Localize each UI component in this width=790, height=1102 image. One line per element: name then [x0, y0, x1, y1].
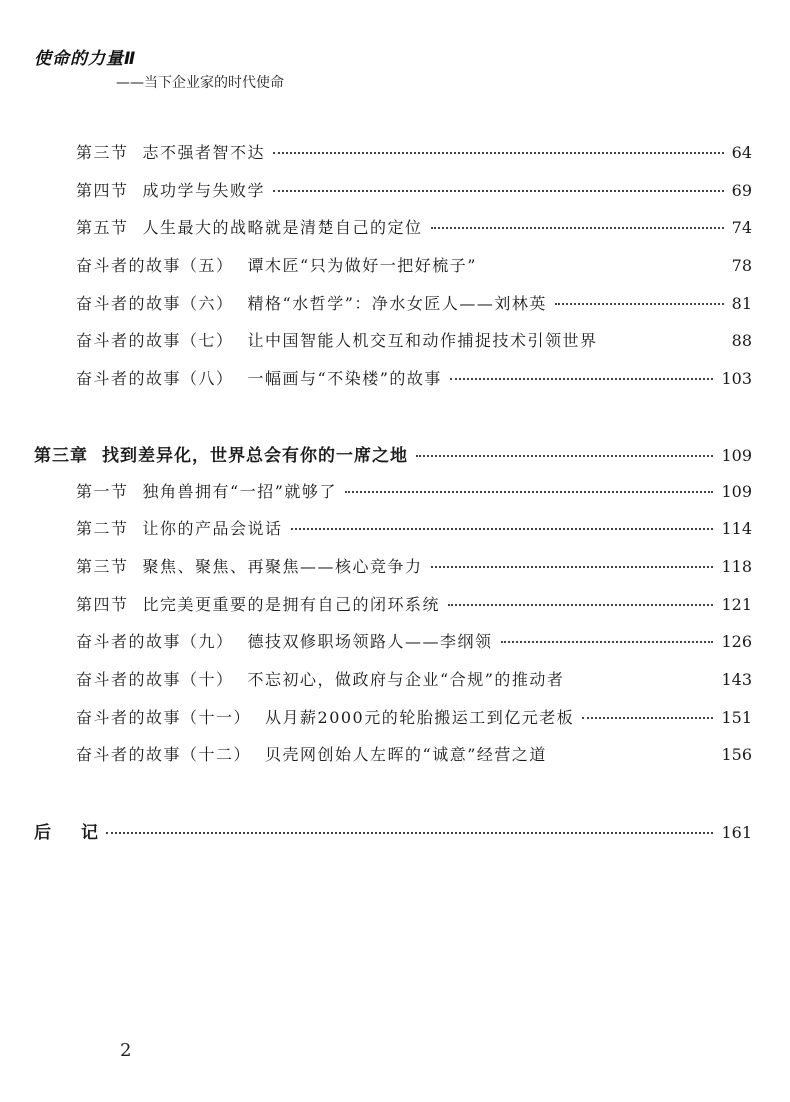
- toc-entry-page-number: 109: [721, 446, 752, 465]
- toc-dot-leader: [345, 491, 714, 493]
- toc-entry-page-number: 109: [721, 482, 752, 501]
- toc-entry-title: 比完美更重要的是拥有自己的闭环系统: [142, 595, 441, 614]
- toc-entry-number: 第三节: [76, 143, 129, 162]
- toc-dot-leader: [450, 378, 714, 380]
- toc-entry-page-number: 118: [721, 557, 752, 576]
- toc-entry-page-number: 161: [721, 823, 752, 842]
- toc-section-entry[interactable]: [76, 479, 752, 502]
- toc-entry-label: [76, 215, 423, 238]
- toc-entry-label: [76, 140, 265, 163]
- toc-entry-page-number: 143: [721, 670, 752, 689]
- toc-entry-page-number: 78: [731, 256, 752, 275]
- toc-entry-title: 成功学与失败学: [142, 181, 266, 200]
- toc-dot-leader: [448, 604, 713, 606]
- running-header: [34, 44, 284, 91]
- toc-entry-title: 人生最大的战略就是清楚自己的定位: [142, 218, 423, 237]
- toc-entry-title: 聚焦、聚焦、再聚焦——核心竞争力: [142, 557, 423, 576]
- toc-section-entry[interactable]: [76, 215, 752, 238]
- toc-section-entry[interactable]: [76, 366, 752, 389]
- toc-section-entry[interactable]: [76, 742, 752, 765]
- toc-entry-title: 谭木匠“只为做好一把好梳子”: [247, 256, 477, 275]
- toc-entry-label: [76, 366, 442, 389]
- page-number: 2: [120, 1040, 132, 1061]
- toc-section-entry[interactable]: [76, 554, 752, 577]
- toc-section-entry[interactable]: [76, 140, 752, 163]
- toc-entry-label: [76, 705, 574, 728]
- toc-section-entry[interactable]: [76, 592, 752, 615]
- toc-entry-title: 精格“水哲学”：净水女匠人——刘林英: [247, 294, 547, 313]
- toc-afterword-entry[interactable]: [34, 818, 752, 843]
- toc-section-entry[interactable]: [76, 516, 752, 539]
- toc-dot-leader: [431, 227, 724, 229]
- toc-entry-page-number: 81: [731, 294, 752, 313]
- toc-entry-title: 德技双修职场领路人——李纲领: [247, 632, 493, 651]
- toc-entry-number: 第一节: [76, 482, 129, 501]
- toc-entry-number: 奋斗者的故事（五）: [76, 256, 234, 275]
- toc-section-entry[interactable]: [76, 291, 752, 314]
- toc-entry-title: 志不强者智不达: [142, 143, 266, 162]
- toc-entry-number: 第二节: [76, 519, 129, 538]
- toc-entry-title: 记: [81, 823, 98, 843]
- book-title: 使命的力量Ⅱ: [34, 49, 137, 69]
- toc-entry-number: 奋斗者的故事（十二）: [76, 745, 252, 764]
- toc-entry-page-number: 121: [721, 595, 752, 614]
- toc-section-entry[interactable]: [76, 667, 752, 690]
- toc-entry-number: 第四节: [76, 181, 129, 200]
- toc-entry-page-number: 114: [721, 519, 752, 538]
- book-subtitle: ——当下企业家的时代使命: [116, 75, 284, 91]
- toc-entry-number: 第三章: [34, 446, 88, 466]
- toc-entry-number: 第五节: [76, 218, 129, 237]
- toc-entry-number: 奋斗者的故事（十一）: [76, 708, 252, 727]
- toc-entry-label: [34, 818, 98, 843]
- toc-entry-number: 奋斗者的故事（十）: [76, 670, 234, 689]
- toc-entry-page-number: 69: [731, 181, 752, 200]
- toc-entry-title: 让中国智能人机交互和动作捕捉技术引领世界: [247, 331, 598, 350]
- toc-dot-leader: [582, 717, 713, 719]
- toc-dot-leader: [291, 528, 714, 530]
- toc-entry-label: [76, 554, 423, 577]
- toc-entry-title: 找到差异化，世界总会有你的一席之地: [102, 446, 408, 466]
- toc-entry-label: [76, 291, 547, 314]
- toc-entry-number: 奋斗者的故事（九）: [76, 632, 234, 651]
- toc-entry-title: 一幅画与“不染楼”的故事: [247, 369, 442, 388]
- toc-entry-number: 奋斗者的故事（六）: [76, 294, 234, 313]
- toc-entry-label: [34, 441, 408, 466]
- toc-entry-page-number: 103: [721, 369, 752, 388]
- toc-entry-page-number: 126: [721, 632, 752, 651]
- toc-entry-title: 不忘初心，做政府与企业“合规”的推动者: [247, 670, 565, 689]
- toc-entry-page-number: 64: [731, 143, 752, 162]
- toc-entry-label: [76, 592, 440, 615]
- toc-entry-label: [76, 253, 477, 276]
- toc-entry-number: 第四节: [76, 595, 129, 614]
- toc-dot-leader: [273, 152, 724, 154]
- toc-dot-leader: [431, 566, 714, 568]
- toc-dot-leader: [106, 832, 713, 834]
- toc-entry-label: [76, 328, 598, 351]
- toc-entry-label: [76, 178, 265, 201]
- toc-entry-number: 奋斗者的故事（七）: [76, 331, 234, 350]
- toc-dot-leader: [273, 190, 724, 192]
- toc-entry-label: [76, 742, 547, 765]
- toc-dot-leader: [416, 455, 713, 457]
- toc-entry-page-number: 88: [731, 331, 752, 350]
- toc-dot-leader: [555, 303, 724, 305]
- toc-section-entry[interactable]: [76, 328, 752, 351]
- toc-section-entry[interactable]: [76, 629, 752, 652]
- toc-section-entry[interactable]: [76, 253, 752, 276]
- toc-entry-title: 贝壳网创始人左晖的“诚意”经营之道: [265, 745, 547, 764]
- toc-entry-label: [76, 667, 564, 690]
- toc-entry-label: [76, 629, 493, 652]
- toc-entry-number: 后: [34, 823, 51, 843]
- toc-chapter-entry[interactable]: [34, 441, 752, 466]
- toc-dot-leader: [501, 641, 714, 643]
- toc-entry-label: [76, 479, 337, 502]
- toc-entry-page-number: 151: [721, 708, 752, 727]
- toc-entry-title: 独角兽拥有“一招”就够了: [142, 482, 337, 501]
- toc-entry-title: 从月薪2000元的轮胎搬运工到亿元老板: [265, 708, 575, 727]
- toc-section-entry[interactable]: [76, 178, 752, 201]
- toc-entry-label: [76, 516, 283, 539]
- toc-entry-number: 第三节: [76, 557, 129, 576]
- toc-entry-page-number: 156: [721, 745, 752, 764]
- toc-section-entry[interactable]: [76, 705, 752, 728]
- toc-entry-title: 让你的产品会说话: [142, 519, 283, 538]
- toc-entry-page-number: 74: [731, 218, 752, 237]
- toc-entry-number: 奋斗者的故事（八）: [76, 369, 234, 388]
